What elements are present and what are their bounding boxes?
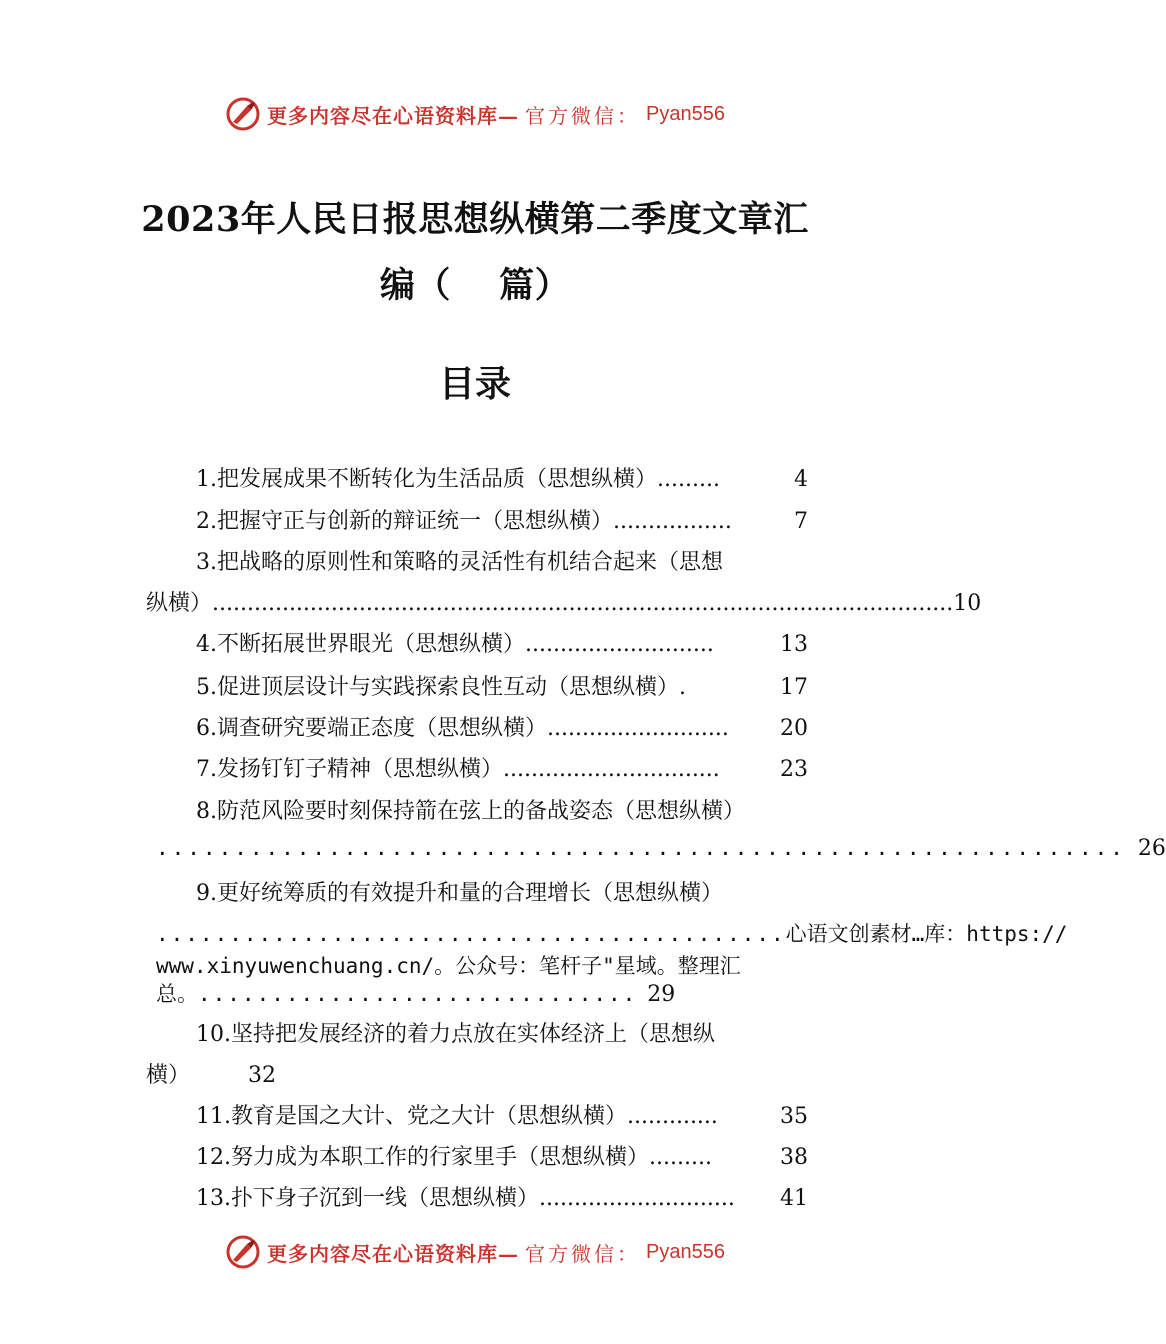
banner-wechat-id: Pyan556 bbox=[646, 1240, 725, 1263]
toc-entry-9-title[interactable]: 9.更好统筹质的有效提升和量的合理增长（思想纵横） bbox=[196, 881, 723, 906]
toc-entry-page: 20 bbox=[780, 716, 808, 741]
banner-text: 更多内容尽在心语资料库— bbox=[267, 1241, 520, 1266]
toc-entry-leader: ........................... bbox=[525, 632, 714, 657]
toc-heading: 目录 bbox=[438, 363, 511, 405]
toc-entry-9-watermark: 心语文创素材…库：https:// bbox=[785, 922, 1068, 946]
toc-entry-11[interactable] bbox=[196, 1099, 808, 1130]
toc-entry-7[interactable] bbox=[196, 752, 808, 783]
banner-wechat-id: Pyan556 bbox=[646, 102, 725, 125]
bottom-watermark-banner bbox=[0, 1232, 950, 1272]
toc-entry-leader: .......................... bbox=[547, 716, 729, 741]
toc-entry-leader: ............. bbox=[627, 1104, 718, 1129]
toc-entry-3[interactable] bbox=[146, 586, 982, 617]
toc-entry-leader: ............................... bbox=[503, 757, 720, 782]
toc-entry-page: 4 bbox=[794, 467, 808, 492]
toc-entry-page: 32 bbox=[248, 1063, 276, 1088]
toc-entry-leader: .............................................................. bbox=[156, 836, 1126, 860]
toc-entry-10[interactable] bbox=[146, 1058, 276, 1089]
toc-entry-4[interactable] bbox=[196, 627, 808, 658]
toc-entry-5[interactable] bbox=[196, 670, 808, 701]
toc-entry-title: 11.教育是国之大计、党之大计（思想纵横） bbox=[196, 1104, 627, 1129]
toc-entry-leader: .......................................................................................................... bbox=[212, 591, 954, 616]
toc-entry-page: 17 bbox=[780, 675, 808, 700]
toc-entry-title: 1.把发展成果不断转化为生活品质（思想纵横） bbox=[196, 467, 657, 492]
toc-entry-10-title[interactable]: 10.坚持把发展经济的着力点放在实体经济上（思想纵 bbox=[196, 1022, 715, 1047]
logo-icon bbox=[225, 1234, 261, 1270]
toc-entry-page: 29 bbox=[647, 982, 676, 1007]
toc-entry-title: 6.调查研究要端正态度（思想纵横） bbox=[196, 716, 547, 741]
document-title-line2: 编（ 篇） bbox=[379, 265, 571, 306]
toc-entry-leader: ......... bbox=[649, 1145, 712, 1170]
toc-entry-page: 23 bbox=[780, 757, 808, 782]
toc-entry-page: 10 bbox=[953, 591, 982, 616]
toc-entry-page: 26 bbox=[1137, 836, 1166, 861]
toc-entry-leader: ................. bbox=[613, 509, 732, 534]
document-title-line1: 2023年人民日报思想纵横第二季度文章汇 bbox=[141, 199, 809, 240]
toc-entry-1[interactable] bbox=[196, 462, 808, 493]
toc-entry-8[interactable] bbox=[156, 836, 1166, 861]
toc-entry-leader: .............................. bbox=[198, 982, 638, 1006]
toc-entry-2[interactable] bbox=[196, 504, 808, 535]
toc-entry-page: 35 bbox=[780, 1104, 808, 1129]
toc-entry-page: 38 bbox=[780, 1145, 808, 1170]
toc-entry-page: 13 bbox=[780, 632, 808, 657]
table-of-contents bbox=[146, 0, 1166, 1344]
toc-entry-9[interactable] bbox=[156, 978, 676, 1008]
toc-entry-title: 12.努力成为本职工作的行家里手（思想纵横） bbox=[196, 1145, 649, 1170]
toc-entry-3-title[interactable]: 3.把战略的原则性和策略的灵活性有机结合起来（思想 bbox=[196, 550, 723, 575]
toc-entry-title: 7.发扬钉钉子精神（思想纵横） bbox=[196, 757, 503, 782]
toc-entry-page: 7 bbox=[794, 509, 808, 534]
toc-entry-title: 5.促进顶层设计与实践探索良性互动（思想纵横）. bbox=[196, 675, 686, 700]
banner-text: 更多内容尽在心语资料库— bbox=[267, 103, 520, 128]
toc-entry-leader: ......... bbox=[657, 467, 720, 492]
toc-entry-12[interactable] bbox=[196, 1140, 808, 1171]
toc-entry-page: 41 bbox=[780, 1186, 808, 1211]
toc-entry-title: 13.扑下身子沉到一线（思想纵横） bbox=[196, 1186, 539, 1211]
toc-entry-9-tail: 总。 bbox=[156, 982, 198, 1006]
toc-entry-title: 2.把握守正与创新的辩证统一（思想纵横） bbox=[196, 509, 613, 534]
toc-entry-title-cont: 纵横） bbox=[146, 591, 213, 616]
toc-entry-9-url: www.xinyuwenchuang.cn/。公众号：笔杆子"星域。整理汇 bbox=[156, 954, 741, 978]
toc-entry-title-cont: 横） bbox=[146, 1063, 191, 1088]
toc-entry-title: 4.不断拓展世界眼光（思想纵横） bbox=[196, 632, 525, 657]
toc-entry-6[interactable] bbox=[196, 711, 808, 742]
banner-wechat-label: 官方微信： bbox=[525, 1241, 641, 1266]
toc-entry-9-line2 bbox=[156, 918, 1068, 948]
banner-wechat-label: 官方微信： bbox=[525, 103, 641, 128]
toc-entry-leader: ............................ bbox=[539, 1186, 735, 1211]
toc-entry-13[interactable] bbox=[196, 1181, 808, 1212]
toc-entry-leader: ........................................... bbox=[156, 922, 786, 946]
toc-entry-8-title[interactable]: 8.防范风险要时刻保持箭在弦上的备战姿态（思想纵横） bbox=[196, 799, 745, 824]
